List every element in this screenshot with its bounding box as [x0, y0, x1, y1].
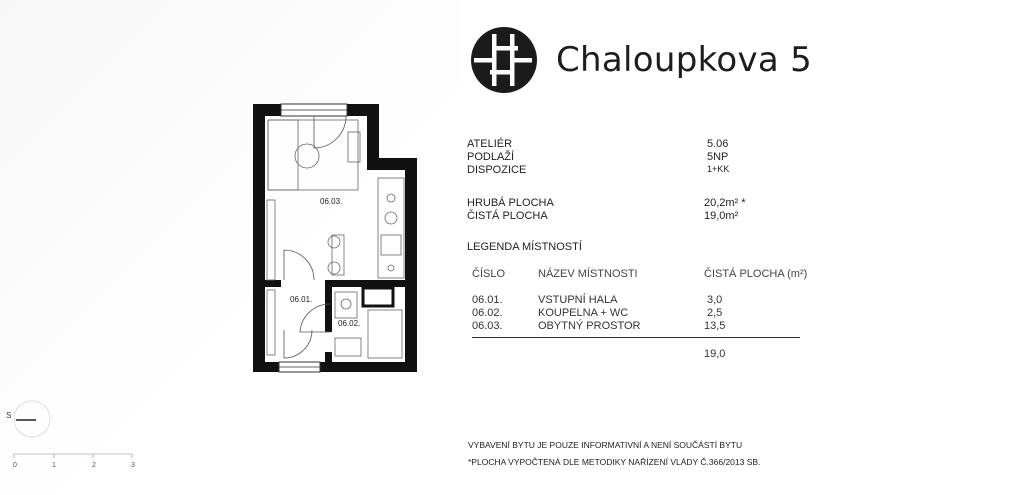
- room-label-hall: 06.01.: [290, 295, 313, 304]
- note-furnishing: VYBAVENÍ BYTU JE POUZE INFORMATIVNÍ A NENÍ SOUČÁSTÍ BYTU: [468, 440, 743, 450]
- legend-total: 19,0: [704, 348, 726, 360]
- brand-logo-icon: [470, 26, 538, 94]
- info-value-atelier: 5.06: [707, 138, 729, 150]
- info-label-atelier: ATELIÉR: [467, 138, 513, 150]
- legend-row-number: 06.03.: [472, 320, 503, 332]
- brand-title: Chaloupkova 5: [556, 40, 813, 80]
- legend-row-number: 06.02.: [472, 307, 503, 319]
- info-value-cista-plocha: 19,0m²: [704, 210, 739, 222]
- info-label-cista-plocha: ČISTÁ PLOCHA: [467, 210, 548, 222]
- compass-label: S: [6, 411, 12, 420]
- scale-tick-label: 1: [52, 462, 56, 469]
- info-label-hruba-plocha: HRUBÁ PLOCHA: [467, 197, 554, 209]
- info-label-dispozice: DISPOZICE: [467, 164, 527, 176]
- scale-tick-label: 0: [13, 462, 17, 469]
- legend-row-name: KOUPELNA + WC: [538, 307, 629, 319]
- compass-icon: [6, 400, 56, 440]
- legend-col-number: ČÍSLO: [472, 268, 506, 280]
- info-value-dispozice: 1+KK: [707, 164, 730, 174]
- info-label-podlazi: PODLAŽÍ: [467, 151, 515, 163]
- legend-row-area: 13,5: [704, 320, 726, 332]
- room-label-main: 06.03.: [320, 197, 343, 206]
- brand-header: [470, 26, 812, 94]
- legend-row-name: OBYTNÝ PROSTOR: [538, 320, 641, 332]
- legend-row-number: 06.01.: [472, 294, 503, 306]
- info-value-podlazi: 5NP: [707, 151, 729, 163]
- note-area-method: *PLOCHA VYPOČTENÁ DLE METODIKY NAŘÍZENÍ VLÁDY Č.366/2013 SB.: [468, 457, 761, 467]
- legend-row-area: 3,0: [707, 294, 723, 306]
- room-label-bath: 06.02.: [338, 319, 361, 328]
- scale-tick-label: 2: [92, 462, 96, 469]
- floor-plan: [250, 100, 420, 375]
- legend-title: LEGENDA MÍSTNOSTÍ: [467, 241, 582, 253]
- info-value-hruba-plocha: 20,2m² *: [704, 197, 746, 209]
- scale-bar: [10, 448, 140, 478]
- legend-col-area: ČISTÁ PLOCHA (m²): [704, 268, 808, 280]
- legend-row-name: VSTUPNÍ HALA: [538, 294, 618, 306]
- legend-divider: [472, 337, 800, 338]
- legend-row-area: 2,5: [707, 307, 723, 319]
- legend-col-name: NÁZEV MÍSTNOSTI: [538, 268, 638, 280]
- scale-tick-label: 3: [131, 462, 135, 469]
